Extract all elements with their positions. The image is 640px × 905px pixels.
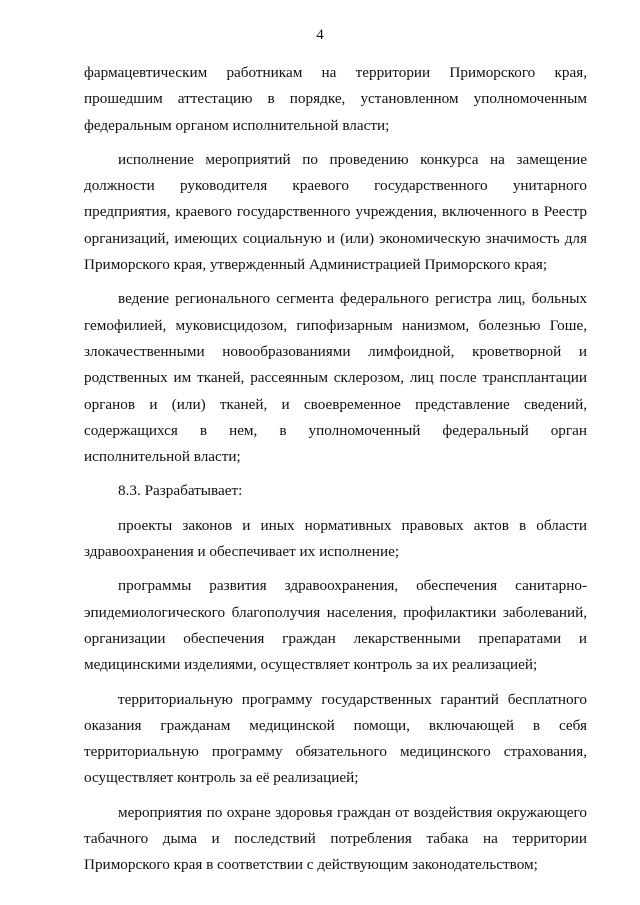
paragraph-tobacco: мероприятия по охране здоровья граждан от воздействия окружающего табачного дыма и последствий потребления табака на территории Приморского края в соответствии с действующим законодательством; xyxy=(84,803,587,874)
document-body xyxy=(84,60,587,879)
paragraph-registry: ведение регионального сегмента федерального регистра лиц, больных гемофилией, муковисцидозом, гипофизарным нанизмом, болезнью Гоше, злокачественными новообразованиями лимфоидной, кроветворной и родственных им тканей, рассеянным склерозом, лиц после трансплантации органов и (или) тканей, и своевременное представление сведений, содержащихся в нем, в уполномоченный федеральный орган исполнительной власти; xyxy=(84,290,587,466)
section-heading-8-3: 8.3. Разрабатывает: xyxy=(118,482,243,500)
paragraph-territorial-program: территориальную программу государственных гарантий бесплатного оказания гражданам медицинской помощи, включающей в себя территориальную программу обязательного медицинского страхования, осуществляет контроль за её реализацией; xyxy=(84,690,587,787)
paragraph-competition: исполнение мероприятий по проведению конкурса на замещение должности руководителя краевого государственного унитарного предприятия, краевого государственного учреждения, включенного в Реестр организаций, имеющих социальную и (или) экономическую значимость для Приморского края, утвержденный Администрацией Приморского края; xyxy=(84,150,587,274)
paragraph-draft-laws: проекты законов и иных нормативных правовых актов в области здравоохранения и обеспечивает их исполнение; xyxy=(84,516,587,561)
paragraph-pharmacists-continuation: фармацевтическим работникам на территории Приморского края, прошедшим аттестацию в порядке, установленном уполномоченным федеральным органом исполнительной власти; xyxy=(84,64,587,134)
page-number: 4 xyxy=(316,27,324,43)
paragraph-programs: программы развития здравоохранения, обеспечения санитарно-эпидемиологического благополучия населения, профилактики заболеваний, организации обеспечения граждан лекарственными препаратами и медицинскими изделиями, осуществляет контроль за их реализацией; xyxy=(84,577,587,674)
